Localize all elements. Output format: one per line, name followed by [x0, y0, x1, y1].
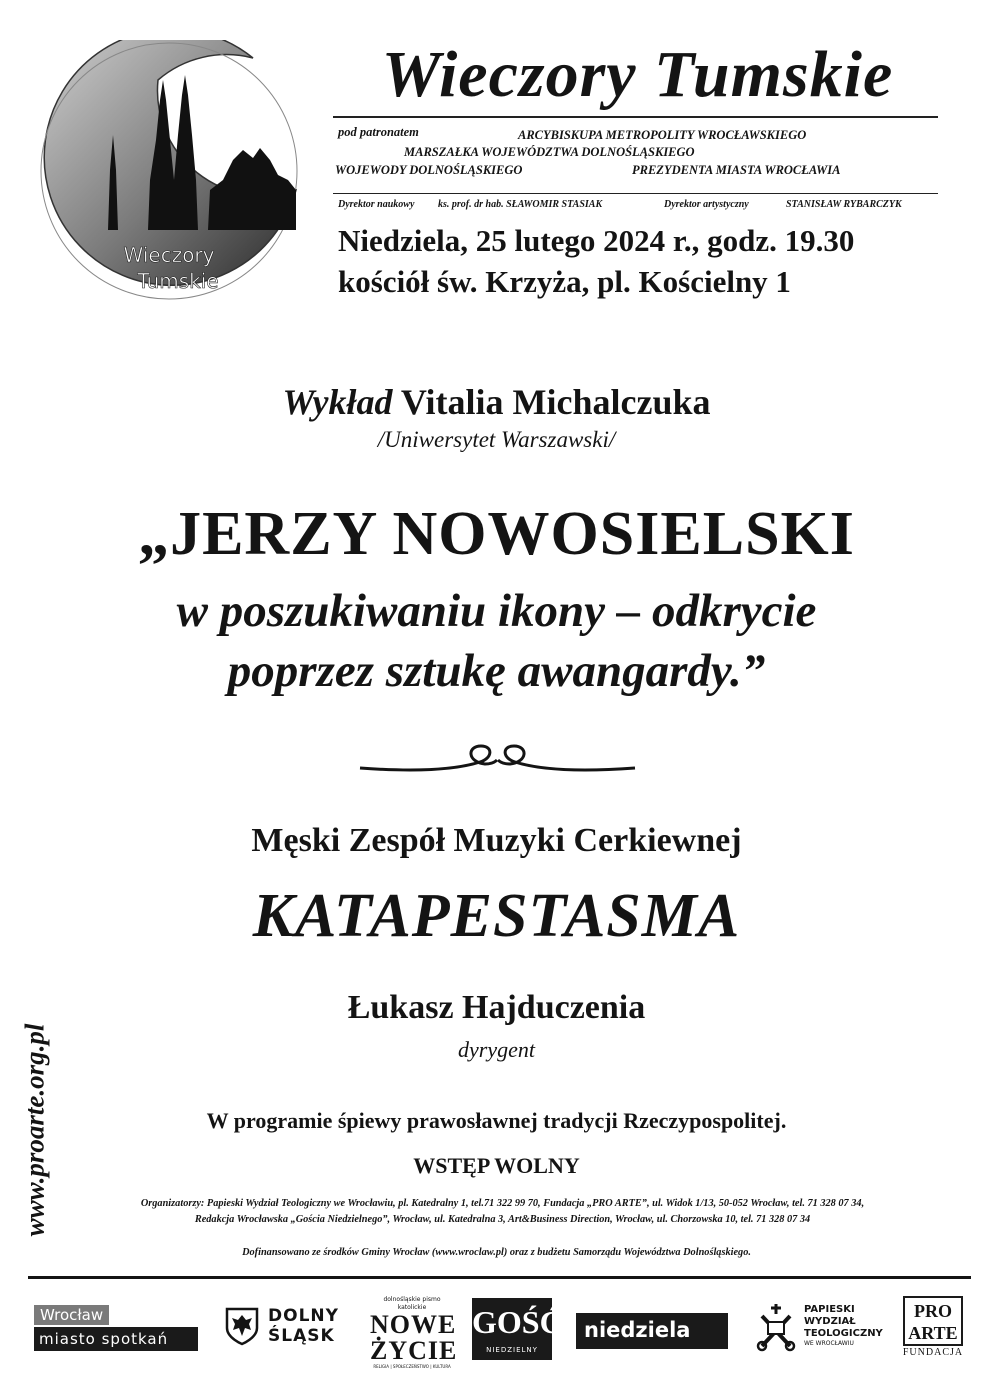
organizers-info — [70, 1196, 935, 1228]
sponsor-niedziela-logo — [576, 1313, 728, 1349]
papieski-line-3: TEOLOGICZNY — [804, 1328, 883, 1339]
lecture-line — [0, 380, 993, 424]
website-vertical[interactable] — [15, 1005, 55, 1255]
sponsor-nowe-zycie-logo — [370, 1296, 458, 1369]
ensemble-label: Męski Zespół Muzyki Cerkiewnej — [251, 822, 742, 859]
proarte-box — [903, 1296, 963, 1346]
series-title: Wieczory Tumskie — [381, 38, 894, 111]
dolny-line-2: ŚLĄSK — [268, 1326, 335, 1346]
event-date: Niedziela, 25 lutego 2024 r., godz. 19.30 — [338, 223, 855, 258]
papieski-line-4: WE WROCŁAWIU — [804, 1340, 854, 1347]
crossed-keys-icon — [754, 1302, 798, 1352]
proarte-foundation: FUNDACJA — [902, 1347, 964, 1358]
patron-voivode: WOJEWODY DOLNOŚLĄSKIEGO — [335, 163, 523, 177]
conductor-name: Łukasz Hajduczenia — [347, 989, 646, 1026]
scientific-director-label: Dyrektor naukowy — [338, 199, 415, 210]
funding-note: Dofinansowano ze środków Gminy Wrocław (www.wroclaw.pl) oraz z budżetu Samorządu Województwa Dolnośląskiego. — [242, 1247, 751, 1258]
sponsor-gosc-niedzielny-logo — [472, 1298, 563, 1360]
nowe-line-1: NOWE — [370, 1310, 457, 1339]
lecture-subtitle-2: poprzez sztukę awangardy.” — [227, 645, 766, 697]
wroclaw-slogan: miasto spotkań — [34, 1327, 198, 1351]
patron-mayor: PREZYDENTA MIASTA WROCŁAWIA — [632, 163, 841, 177]
patron-archbishop: ARCYBISKUPA METROPOLITY WROCŁAWSKIEGO — [518, 128, 807, 142]
eagle-shield-icon — [224, 1306, 260, 1346]
nowe-bottom: RELIGIA | SPOŁECZEŃSTWO | KULTURA — [373, 1364, 451, 1369]
lecture-subtitle-1: w poszukiwaniu ikony – odkrycie — [176, 585, 817, 637]
sponsor-wroclaw-logo — [34, 1305, 198, 1351]
nowe-line-2: ŻYCIE — [370, 1336, 458, 1365]
sponsor-papieski-wydzial-logo — [752, 1302, 892, 1356]
program-note: W programie śpiewy prawosławnej tradycji Rzeczypospolitej. — [206, 1108, 787, 1133]
svg-text:Tumskie: Tumskie — [137, 269, 219, 293]
website-url[interactable]: www.proarte.org.pl — [19, 1023, 50, 1237]
lecture-label: Wykład — [282, 382, 393, 422]
proarte-line-2: ARTE — [908, 1323, 958, 1343]
artistic-director-label: Dyrektor artystyczny — [664, 199, 749, 210]
papieski-text — [804, 1304, 883, 1348]
wieczory-tumskie-logo — [38, 40, 300, 302]
speaker-affiliation: /Uniwersytet Warszawski/ — [377, 427, 616, 452]
moon-cathedral-icon — [38, 40, 300, 302]
sponsor-pro-arte-logo — [900, 1296, 966, 1368]
organizers-line-2: Redakcja Wrocławska „Gościa Niedzielnego”, Wrocław, ul. Katedralna 3, Art&Business Direction, Wrocław, ul. Chorzowska 10, tel. 71 328 07 34 — [194, 1214, 811, 1225]
free-entry: WSTĘP WOLNY — [413, 1153, 580, 1178]
title-divider — [333, 116, 938, 118]
event-place: kościół św. Krzyża, pl. Kościelny 1 — [338, 264, 791, 299]
wroclaw-name: Wrocław — [34, 1305, 109, 1325]
papieski-line-2: WYDZIAŁ — [804, 1316, 856, 1327]
dolny-slask-text — [268, 1306, 339, 1346]
artistic-director-name: STANISŁAW RYBARCZYK — [786, 199, 902, 210]
lecture-title: „JERZY NOWOSIELSKI — [138, 500, 855, 568]
patron-marshal: MARSZAŁKA WOJEWÓDZTWA DOLNOŚLĄSKIEGO — [404, 145, 695, 159]
niedziela-name: niedziela — [584, 1318, 691, 1342]
patronage-divider — [333, 193, 938, 194]
lecture-speaker: Vitalia Michalczuka — [400, 382, 711, 422]
svg-text:Wieczory: Wieczory — [123, 243, 215, 267]
conductor-role: dyrygent — [458, 1037, 535, 1062]
sponsor-dolny-slask-logo — [218, 1304, 348, 1350]
gosc-sub: NIEDZIELNY — [486, 1346, 538, 1354]
flourish-icon — [355, 740, 640, 780]
nowe-top: dolnośląskie pismo katolickie — [383, 1296, 441, 1311]
organizers-line-1: Organizatorzy: Papieski Wydział Teologiczny we Wrocławiu, pl. Katedralny 1, tel.71 322 99 70, Fundacja „PRO ARTE”, ul. Widok 1/13, 50-052 Wrocław, tel. 71 328 07 34, — [140, 1198, 865, 1209]
dolny-line-1: DOLNY — [268, 1306, 339, 1326]
patronage-intro: pod patronatem — [338, 125, 419, 139]
footer-divider — [28, 1276, 971, 1279]
gosc-name: GOŚĆ — [472, 1304, 563, 1340]
ornament-divider — [355, 740, 640, 780]
proarte-line-1: PRO — [914, 1301, 952, 1321]
scientific-director-name: ks. prof. dr hab. SŁAWOMIR STASIAK — [438, 199, 603, 210]
ensemble-name: KATAPESTASMA — [252, 882, 741, 950]
papieski-line-1: PAPIESKI — [804, 1304, 855, 1315]
